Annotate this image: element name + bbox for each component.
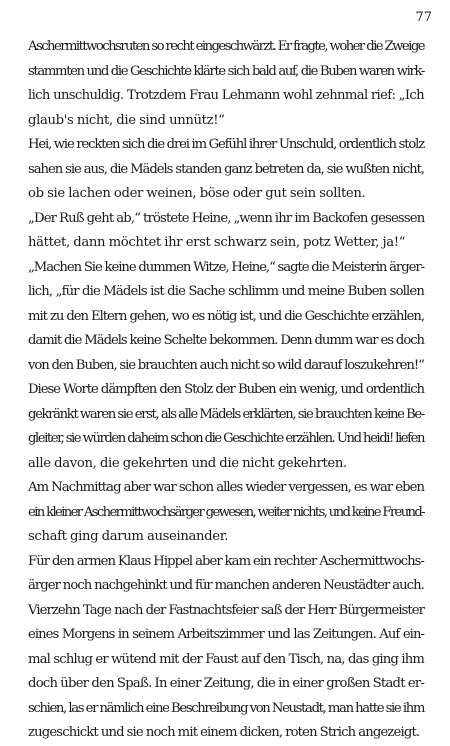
paragraph xyxy=(28,550,424,599)
text-line: Diese Worte dämpften den Stolz der Buben ein wenig, und ordentlich xyxy=(28,382,424,397)
text-line: lich unschuldig. Trotzdem Frau Lehmann wohl zehnmal rief: „Ich xyxy=(28,88,424,103)
text-line: Am Nachmittag aber war schon alles wieder vergessen, es war eben xyxy=(28,480,424,495)
text-line: zugeschickt und sie noch mit einem dicken, roten Strich angezeigt. xyxy=(28,725,420,740)
paragraph xyxy=(28,378,424,476)
paragraph xyxy=(28,256,424,379)
text-line: lich, „für die Mädels ist die Sache schlimm und meine Buben sollen xyxy=(28,284,424,299)
text-line: schaft ging darum auseinander. xyxy=(28,529,229,544)
text-line: von den Buben, sie brauchten auch nicht so wild darauf loszukehren!“ xyxy=(28,357,424,373)
paragraph xyxy=(28,35,424,133)
text-line: gekränkt waren sie erst, als alle Mädels erklärten, sie brauchten keine Be- xyxy=(28,406,424,422)
text-line: glaub's nicht, die sind unnütz!“ xyxy=(28,112,225,128)
text-line: Für den armen Klaus Hippel aber kam ein rechter Aschermittwochs- xyxy=(28,553,424,569)
text-line: „Der Ruß geht ab,“ tröstete Heine, „wenn ihr im Backofen gesessen xyxy=(28,210,425,226)
body-text xyxy=(28,35,424,746)
text-line: alle davon, die gekehrten und die nicht gekehrten. xyxy=(28,455,347,471)
text-line: hättet, dann möchtet ihr erst schwarz sein, potz Wetter, ja!“ xyxy=(28,235,406,250)
page-number: 77 xyxy=(415,10,432,25)
text-line: eines Morgens in seinem Arbeitszimmer und las Zeitungen. Auf ein- xyxy=(28,627,424,642)
text-line: mal schlug er wütend mit der Faust auf den Tisch, na, das ging ihm xyxy=(28,651,424,667)
text-line: sahen sie aus, die Mädels standen ganz betreten da, sie wußten nicht, xyxy=(28,161,424,177)
text-line: doch über den Spaß. In einer Zeitung, die in einer großen Stadt er- xyxy=(28,676,425,691)
text-line: mit zu den Eltern gehen, wo es nötig ist, und die Geschichte erzählen, xyxy=(28,308,424,324)
text-line: Vierzehn Tage nach der Fastnachtsfeier saß der Herr Bürgermeister xyxy=(28,602,424,618)
text-line: damit die Mädels keine Schelte bekommen. Denn dumm war es doch xyxy=(28,333,424,348)
text-line: ob sie lachen oder weinen, böse oder gut sein sollten. xyxy=(28,186,366,201)
paragraph xyxy=(28,207,424,256)
paragraph xyxy=(28,133,424,207)
paragraph xyxy=(28,476,424,550)
text-line: Hei, wie reckten sich die drei im Gefühl ihrer Unschuld, ordentlich stolz xyxy=(28,137,424,152)
text-line: schien, las er nämlich eine Beschreibung von Neustadt, man hatte sie ihm xyxy=(28,700,424,716)
text-line: gleiter, sie würden daheim schon die Geschichte erzählen. Und heidi! liefen xyxy=(28,431,424,446)
paragraph xyxy=(28,599,424,746)
text-line: ein kleiner Aschermittwochsärger gewesen, weiter nichts, und keine Freund- xyxy=(28,504,424,520)
text-line: „Machen Sie keine dummen Witze, Heine,“ sagte die Meisterin ärger- xyxy=(28,259,424,275)
text-line: Aschermittwochsruten so recht eingeschwärzt. Er fragte, woher die Zweige xyxy=(28,39,424,54)
text-line: ärger noch nachgehinkt und für manchen anderen Neustädter auch. xyxy=(28,578,424,593)
text-line: stammten und die Geschichte klärte sich bald auf, die Buben waren wirk- xyxy=(28,63,424,79)
